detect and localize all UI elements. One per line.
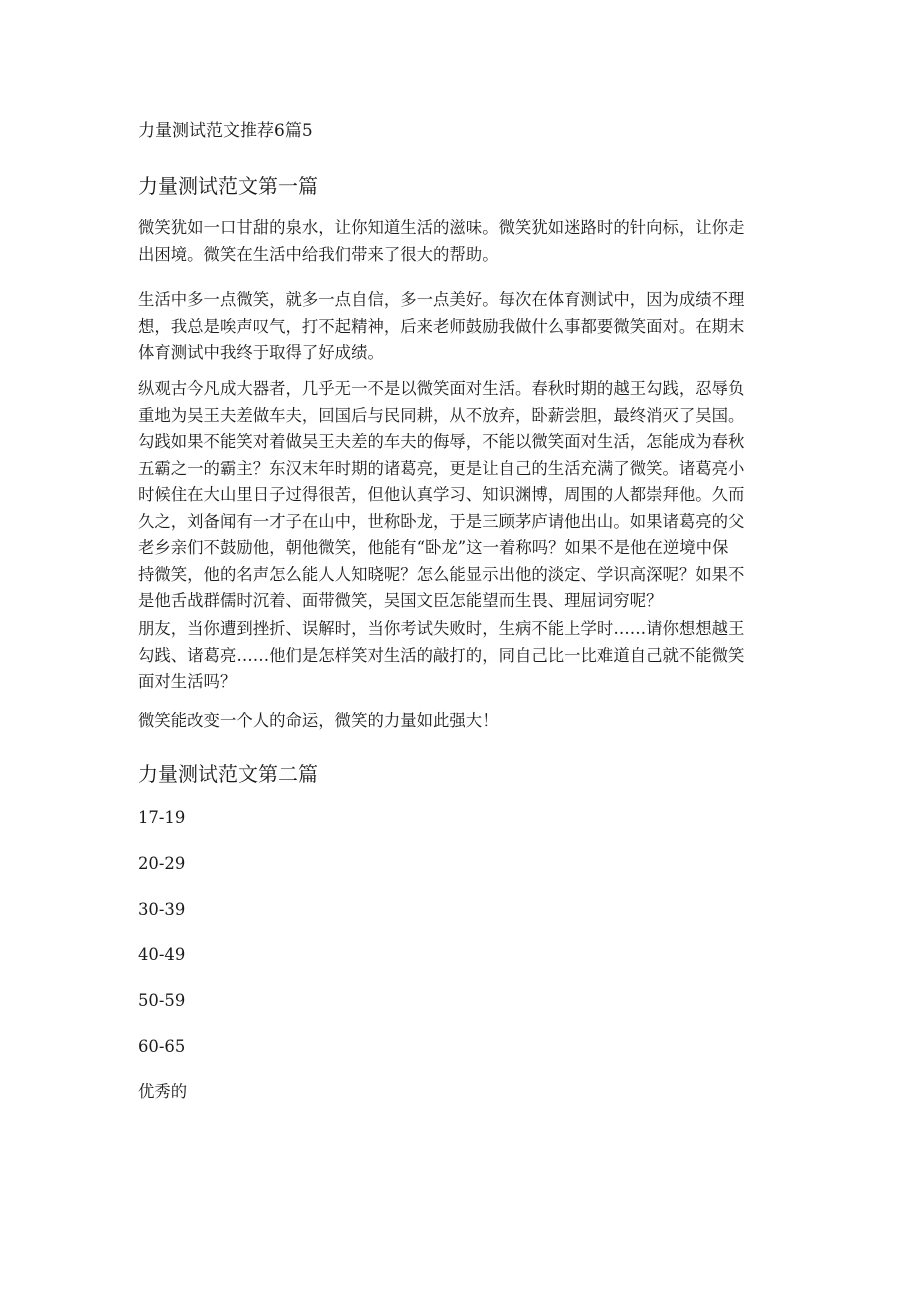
paragraph-line: 想，我总是唉声叹气，打不起精神，后来老师鼓励我做什么事都要微笑面对。在期末 — [138, 316, 745, 336]
section-heading-1: 力量测试范文第一篇 — [138, 174, 318, 198]
paragraph-line: 勾践、诸葛亮……他们是怎样笑对生活的敲打的，同自己比一比难道自己就不能微笑 — [138, 645, 745, 665]
paragraph-line: 久之，刘备闻有一才子在山中，世称卧龙，于是三顾茅庐请他出山。如果诸葛亮的父 — [138, 511, 745, 531]
paragraph-line: 是他舌战群儒时沉着、面带微笑，吴国文臣怎能望而生畏、理屈词穷呢？ — [138, 591, 663, 610]
paragraph-line: 重地为吴王夫差做车夫，回国后与民同耕，从不放弃，卧薪尝胆，最终消灭了吴国。 — [138, 405, 745, 425]
paragraph-line: 勾践如果不能笑对着做吴王夫差的车夫的侮辱，不能以微笑面对生活，怎能成为春秋 — [138, 432, 745, 451]
paragraph-2 — [138, 287, 772, 367]
score-range-item: 30-39 — [138, 900, 186, 919]
paragraph-line: 出困境。微笑在生活中给我们带来了很大的帮助。 — [138, 244, 499, 264]
paragraph-line: 纵观古今凡成大器者，几乎无一不是以微笑面对生活。春秋时期的越王勾践，忍辱负 — [138, 379, 745, 398]
score-range-item: 50-59 — [138, 991, 186, 1010]
paragraph-line: 微笑能改变一个人的命运，微笑的力量如此强大！ — [138, 711, 499, 730]
score-range-item: 20-29 — [138, 854, 186, 873]
paragraph-line: 持微笑，他的名声怎么能人人知晓呢？怎么能显示出他的淡定、学识高深呢？如果不 — [138, 564, 745, 584]
paragraph-line: 生活中多一点微笑，就多一点自信，多一点美好。每次在体育测试中，因为成绩不理 — [138, 290, 745, 309]
paragraph-4 — [138, 616, 772, 696]
paragraph-line: 朋友，当你遭到挫折、误解时，当你考试失败时，生病不能上学时……请你想想越王 — [138, 619, 745, 638]
score-grade-item: 优秀的 — [138, 1082, 188, 1101]
paragraph-5 — [138, 708, 772, 735]
score-range-item: 40-49 — [138, 945, 186, 964]
paragraph-line: 微笑犹如一口甘甜的泉水，让你知道生活的滋味。微笑犹如迷路时的针向标，让你走 — [138, 218, 745, 237]
paragraph-line: 老乡亲们不鼓励他，朝他微笑，他能有“卧龙”这一着称吗？如果不是他在逆境中保 — [138, 538, 729, 557]
paragraph-line: 五霸之一的霸主？东汉末年时期的诸葛亮，更是让自己的生活充满了微笑。诸葛亮小 — [138, 458, 745, 478]
paragraph-3 — [138, 376, 772, 615]
paragraph-line: 时候住在大山里日子过得很苦，但他认真学习、知识渊博，周围的人都崇拜他。久而 — [138, 485, 745, 504]
paragraph-line: 面对生活吗？ — [138, 672, 237, 691]
score-range-item: 17-19 — [138, 808, 186, 827]
score-range-item: 60-65 — [138, 1037, 186, 1056]
paragraph-line: 体育测试中我终于取得了好成绩。 — [138, 343, 384, 362]
paragraph-1 — [138, 215, 772, 268]
document-title: 力量测试范文推荐6篇5 — [138, 121, 313, 141]
section-heading-2: 力量测试范文第二篇 — [138, 762, 318, 786]
